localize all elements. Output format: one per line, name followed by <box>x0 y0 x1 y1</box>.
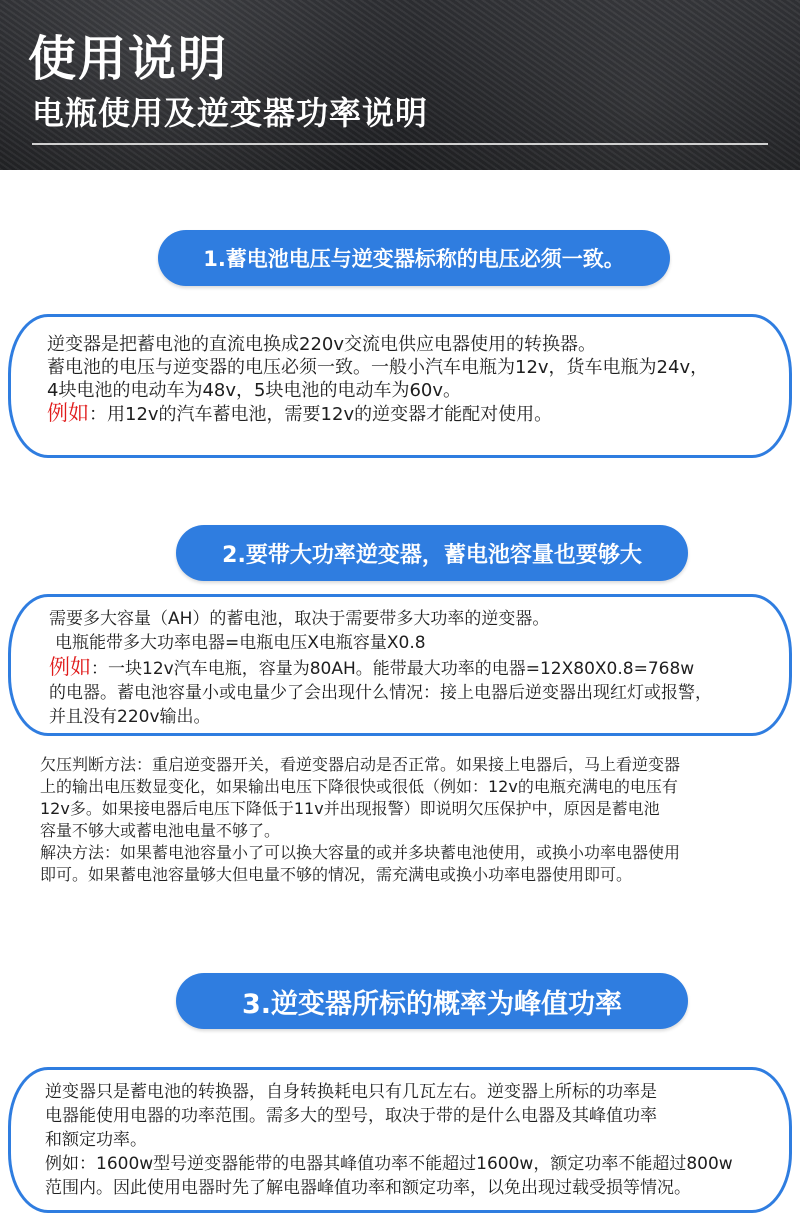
undervoltage-paragraph <box>40 754 780 886</box>
paragraph-line: 上的输出电压数显变化，如果输出电压下降很快或很低（例如：12v的电瓶充满电的电压有 <box>40 777 678 796</box>
section2-box <box>8 594 792 736</box>
section3-line: 例如：1600w型号逆变器能带的电器其峰值功率不能超过1600w，额定功率不能超过800w <box>45 1154 733 1174</box>
paragraph-line: 12v多。如果接电器后电压下降低于11v并出现报警）即说明欠压保护中，原因是蓄电池 <box>40 799 660 818</box>
section3-box <box>8 1067 792 1213</box>
section1-line: 逆变器是把蓄电池的直流电换成220v交流电供应电器使用的转换器。 <box>47 334 597 355</box>
section3-line: 电器能使用电器的功率范围。需多大的型号，取决于带的是什么电器及其峰值功率 <box>45 1106 657 1126</box>
section1-line: 4块电池的电动车为48v，5块电池的电动车为60v。 <box>47 380 462 401</box>
example-text: ：用12v的汽车蓄电池，需要12v的逆变器才能配对使用。 <box>89 404 553 425</box>
section3-line: 逆变器只是蓄电池的转换器，自身转换耗电只有几瓦左右。逆变器上所标的功率是 <box>45 1082 657 1102</box>
paragraph-line: 欠压判断方法：重启逆变器开关，看逆变器启动是否正常。如果接上电器后，马上看逆变器 <box>40 755 681 774</box>
example-label: 例如 <box>47 401 89 425</box>
page-title: 使用说明 <box>28 31 229 87</box>
example-text: ：一块12v汽车电瓶，容量为80AH。能带最大功率的电器=12X80X0.8=768w <box>91 659 695 679</box>
section3-line: 和额定功率。 <box>45 1130 147 1150</box>
section2-heading: 2.要带大功率逆变器，蓄电池容量也要够大 <box>176 525 688 581</box>
section2-line: 需要多大容量（AH）的蓄电池，取决于需要带多大功率的逆变器。 <box>49 609 550 629</box>
section2-line: 的电器。蓄电池容量小或电量少了会出现什么情况：接上电器后逆变器出现红灯或报警， <box>49 683 712 703</box>
paragraph-line: 即可。如果蓄电池容量够大但电量不够的情况，需充满电或换小功率电器使用即可。 <box>40 865 633 884</box>
section2-formula: 电瓶能带多大功率电器=电瓶电压X电瓶容量X0.8 <box>55 633 426 653</box>
paragraph-line: 容量不够大或蓄电池电量不够了。 <box>40 821 281 840</box>
header-banner <box>0 0 800 170</box>
page-subtitle: 电瓶使用及逆变器功率说明 <box>32 94 429 132</box>
paragraph-line: 解决方法：如果蓄电池容量小了可以换大容量的或并多块蓄电池使用，或换小功率电器使用 <box>40 843 681 862</box>
section2-example <box>49 655 783 681</box>
section1-line: 蓄电池的电压与逆变器的电压必须一致。一般小汽车电瓶为12v，货车电瓶为24v， <box>47 357 709 378</box>
section1-box <box>8 314 792 458</box>
section1-heading: 1.蓄电池电压与逆变器标称的电压必须一致。 <box>158 230 670 286</box>
section3-heading: 3.逆变器所标的概率为峰值功率 <box>176 973 688 1029</box>
section2-line: 并且没有220v输出。 <box>49 707 211 727</box>
section3-line: 范围内。因此使用电器时先了解电器峰值功率和额定功率，以免出现过载受损等情况。 <box>45 1178 691 1198</box>
example-label: 例如 <box>49 655 91 679</box>
section1-example <box>47 402 779 426</box>
header-divider <box>32 143 768 145</box>
